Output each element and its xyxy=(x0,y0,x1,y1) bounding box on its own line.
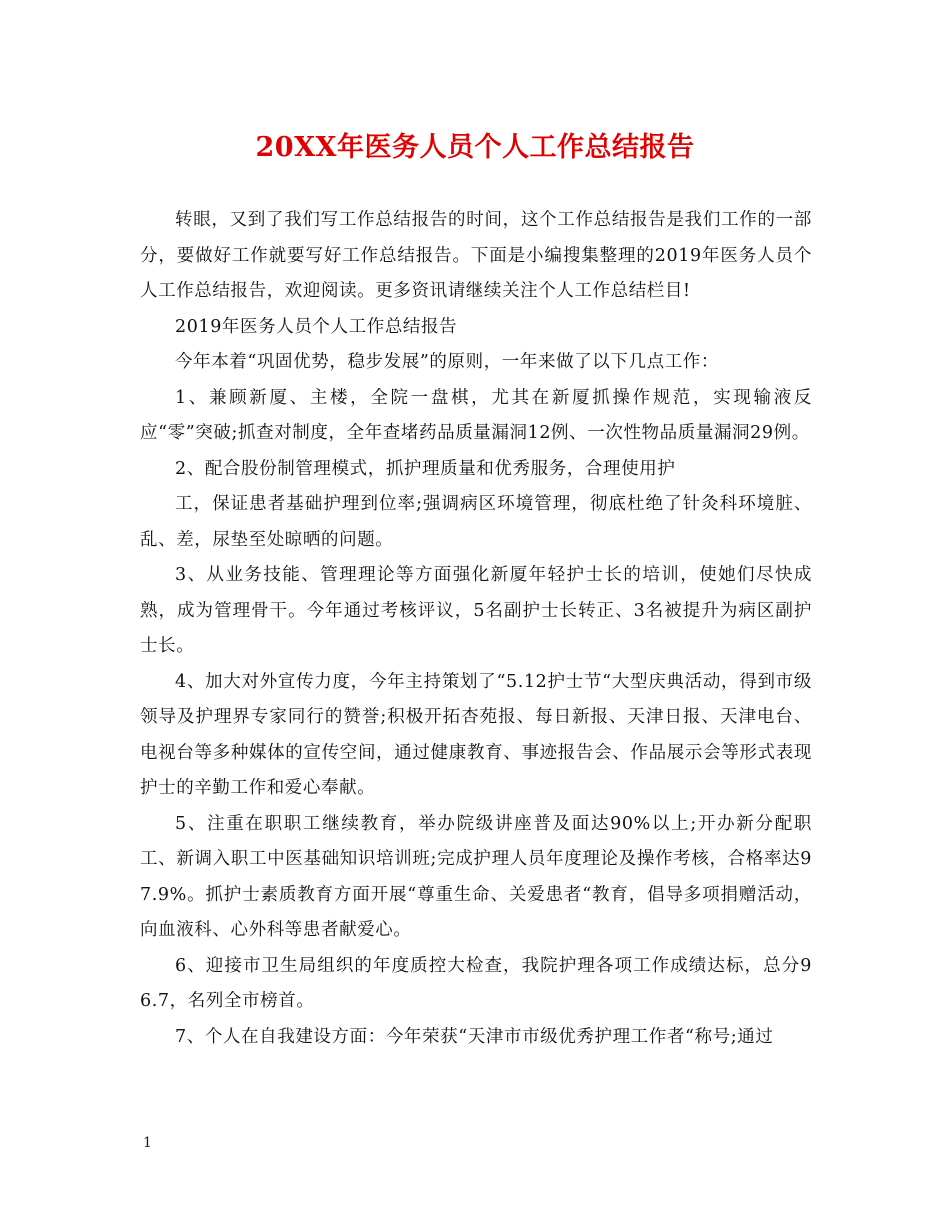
paragraph-item-5: 5、注重在职职工继续教育，举办院级讲座普及面达90%以上;开办新分配职工、新调入职工中医基础知识培训班;完成护理人员年度理论及操作考核，合格率达97.9%。抓护士素质教育方面开展“尊重生命、关爱患者“教育，倡导多项捐赠活动，向血液科、心外科等患者献爱心。 xyxy=(140,813,812,940)
paragraph-intro: 转眼，又到了我们写工作总结报告的时间，这个工作总结报告是我们工作的一部分，要做好工作就要写好工作总结报告。下面是小编搜集整理的2019年医务人员个人工作总结报告，欢迎阅读。更多资讯请继续关注个人工作总结栏目! xyxy=(140,210,812,301)
paragraph-item-3: 3、从业务技能、管理理论等方面强化新厦年轻护士长的培训，使她们尽快成熟，成为管理骨干。今年通过考核评议，5名副护士长转正、3名被提升为病区副护士长。 xyxy=(140,565,812,656)
paragraph-subtitle: 2019年医务人员个人工作总结报告 xyxy=(175,316,458,337)
paragraph-item-4: 4、加大对外宣传力度，今年主持策划了“5.12护士节“大型庆典活动，得到市级领导及护理界专家同行的赞誉;积极开拓杏苑报、每日新报、天津日报、天津电台、电视台等多种媒体的宣传空间，通过健康教育、事迹报告会、作品展示会等形式表现护士的辛勤工作和爱心奉献。 xyxy=(140,671,812,798)
paragraph-item-7: 7、个人在自我建设方面：今年荣获“天津市市级优秀护理工作者“称号;通过 xyxy=(175,1026,774,1047)
paragraph-item-6: 6、迎接市卫生局组织的年度质控大检查，我院护理各项工作成绩达标，总分96.7，名列全市榜首。 xyxy=(140,955,812,1011)
document-body xyxy=(140,203,812,1055)
paragraph-item-2: 2、配合股份制管理模式，抓护理质量和优秀服务，合理使用护 xyxy=(175,458,676,479)
page-number: 1 xyxy=(143,1135,152,1151)
paragraph-principle: 今年本着“巩固优势，稳步发展”的原则，一年来做了以下几点工作： xyxy=(175,352,719,372)
paragraph-item-1: 1、兼顾新厦、主楼，全院一盘棋，尤其在新厦抓操作规范，实现输液反应“零”突破;抓查对制度，全年查堵药品质量漏洞12例、一次性物品质量漏洞29例。 xyxy=(140,387,812,443)
document-title: 20XX年医务人员个人工作总结报告 xyxy=(255,132,695,163)
paragraph-item-2-continued: 工，保证患者基础护理到位率;强调病区环境管理，彻底杜绝了针灸科环境脏、乱、差，尿垫至处晾晒的问题。 xyxy=(140,494,812,550)
